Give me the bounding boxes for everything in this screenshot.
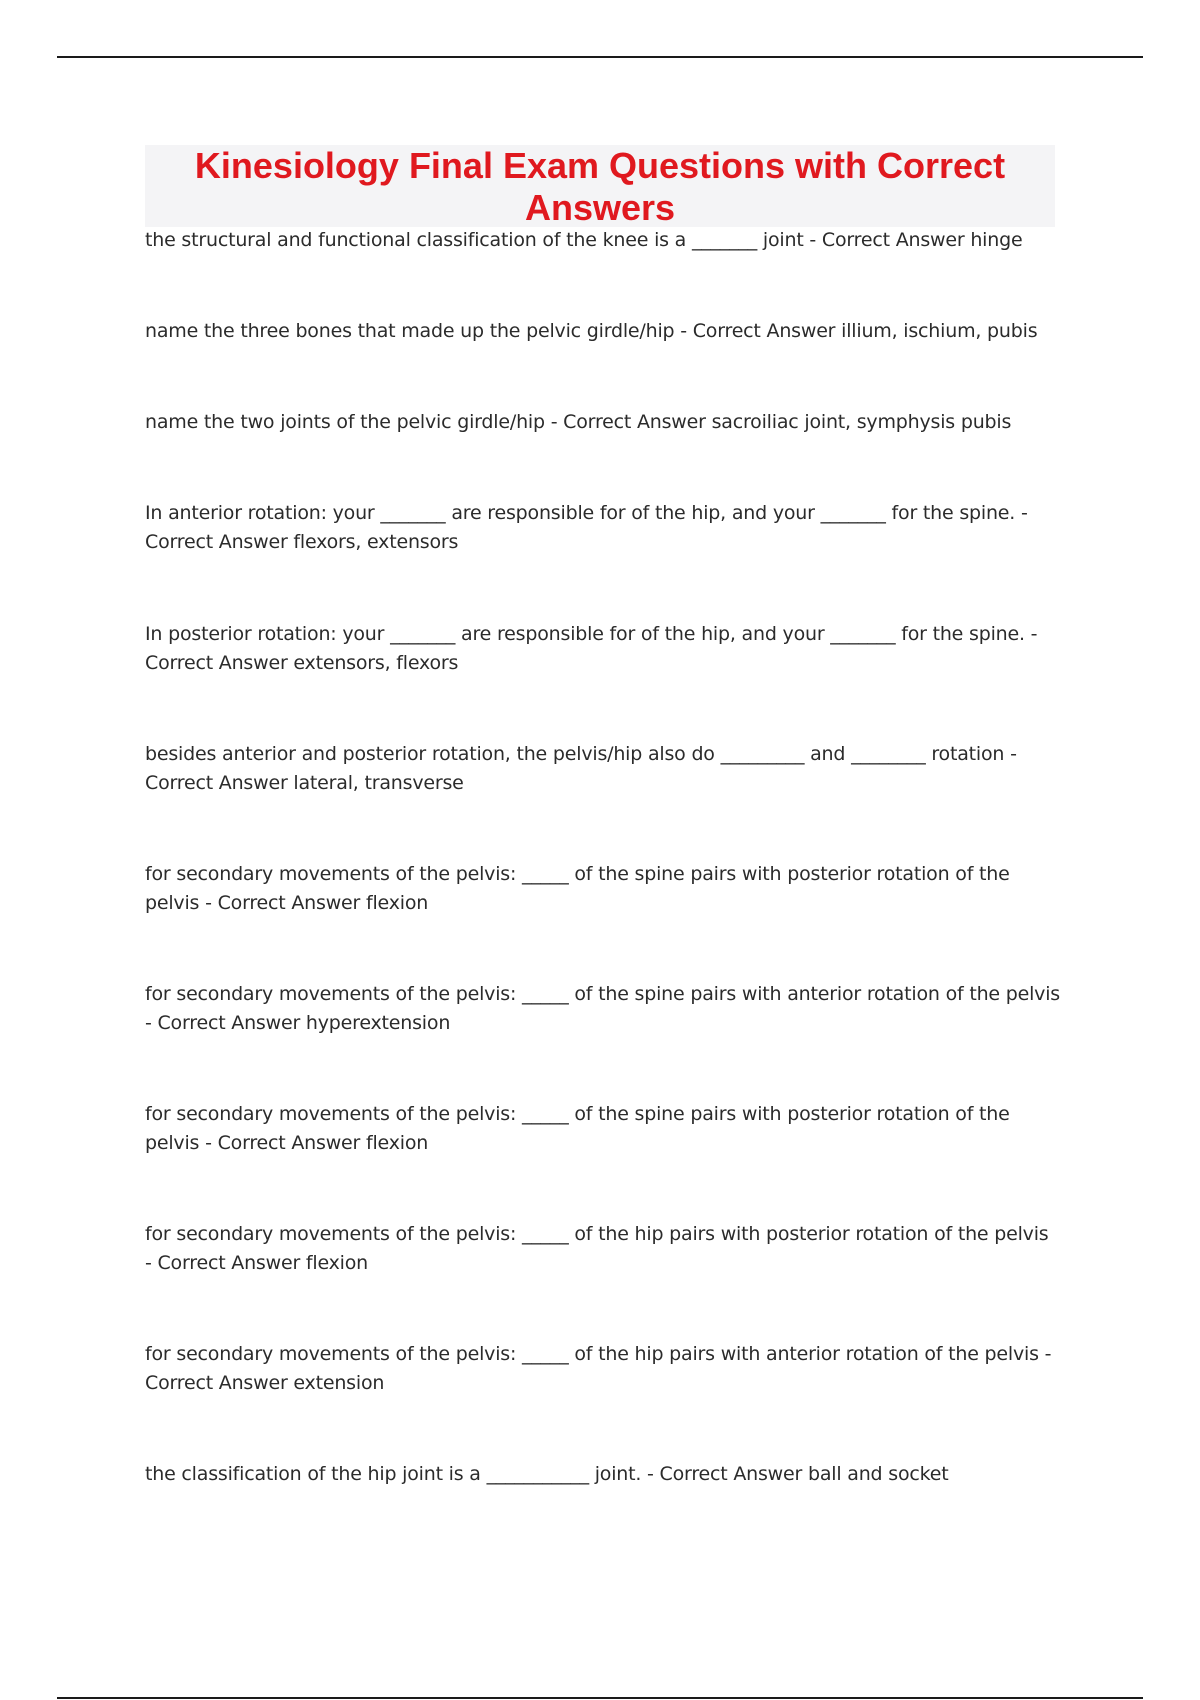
- qa-item-6: besides anterior and posterior rotation, the pelvis/hip also do _________ and ________ rotation - Correct Answer lateral, transverse: [145, 743, 1017, 794]
- qa-item-10: for secondary movements of the pelvis: _____ of the hip pairs with posterior rotation of the pelvis - Correct Answer flexion: [145, 1223, 1049, 1274]
- qa-item-11: for secondary movements of the pelvis: _____ of the hip pairs with anterior rotation of the pelvis - Correct Answer extension: [145, 1343, 1052, 1394]
- qa-item-12: the classification of the hip joint is a ___________ joint. - Correct Answer ball and socket: [145, 1463, 949, 1485]
- qa-item-4: In anterior rotation: your _______ are responsible for of the hip, and your _______ for the spine. - Correct Answer flexors, extensors: [145, 502, 1028, 553]
- bottom-rule: [57, 1697, 1143, 1699]
- qa-item-5: In posterior rotation: your _______ are responsible for of the hip, and your _______ for the spine. - Correct Answer extensors, flexors: [145, 623, 1038, 674]
- qa-item-7: for secondary movements of the pelvis: _____ of the spine pairs with posterior rotation of the pelvis - Correct Answer flexion: [145, 863, 1010, 914]
- title-banner: [145, 145, 1055, 227]
- qa-item-3: name the two joints of the pelvic girdle/hip - Correct Answer sacroiliac joint, symphysis pubis: [145, 411, 1012, 433]
- document-title: Kinesiology Final Exam Questions with Correct Answers: [194, 145, 1006, 228]
- qa-item-8: for secondary movements of the pelvis: _____ of the spine pairs with anterior rotation of the pelvis - Correct Answer hyperextension: [145, 983, 1060, 1034]
- top-rule: [57, 56, 1143, 58]
- qa-item-1: the structural and functional classification of the knee is a _______ joint - Correct Answer hinge: [145, 229, 1023, 251]
- qa-item-9: for secondary movements of the pelvis: _____ of the spine pairs with posterior rotation of the pelvis - Correct Answer flexion: [145, 1103, 1010, 1154]
- qa-item-2: name the three bones that made up the pelvic girdle/hip - Correct Answer illium, ischium, pubis: [145, 320, 1038, 342]
